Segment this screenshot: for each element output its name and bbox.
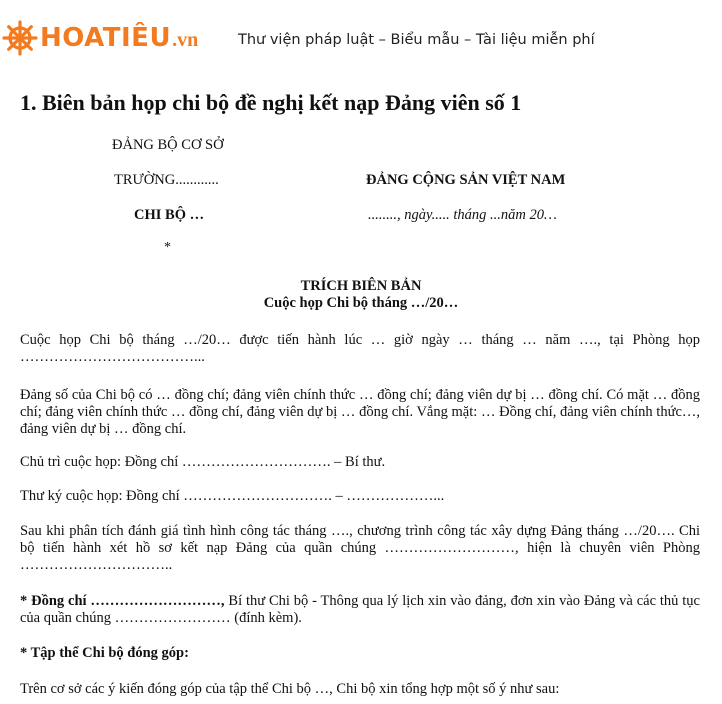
logo-text: HOATIÊU (40, 23, 172, 53)
org-line-1: ĐẢNG BỘ CƠ SỞ (112, 137, 224, 153)
paragraph-attendance: Đảng số của Chi bộ có … đồng chí; đảng viên chính thức … đồng chí; đảng viên dự bị … đồng chí. Có mặt … đồng chí; đảng viên chính thức … đồng chí, đảng viên dự bị … đồng chí. Vắng mặt: … Đồng chí, đảng viên chính thức…, đảng viên dự bị … đồng chí. (20, 387, 700, 437)
org-star: * (164, 240, 171, 255)
date-line: ........, ngày..... tháng ...năm 20… (368, 207, 557, 223)
minutes-title: TRÍCH BIÊN BẢN (300, 278, 422, 294)
site-logo[interactable] (2, 18, 198, 58)
document-heading: 1. Biên bản họp chi bộ đề nghị kết nạp Đảng viên số 1 (20, 90, 522, 115)
paragraph-secretary: Thư ký cuộc họp: Đồng chí …………………………. – ………………... (20, 488, 445, 504)
section-contributions: * Tập thể Chi bộ đóng góp: (20, 645, 189, 661)
party-name: ĐẢNG CỘNG SẢN VIỆT NAM (366, 172, 566, 188)
paragraph-meeting-time: Cuộc họp Chi bộ tháng …/20… được tiến hành lúc … giờ ngày … tháng … năm …., tại Phòng họp ………………………………... (20, 332, 700, 365)
comrade-label: * Đồng chí ………………………, (20, 593, 225, 609)
minutes-subtitle: Cuộc họp Chi bộ tháng …/20… (263, 295, 459, 311)
paragraph-summary: Trên cơ sở các ý kiến đóng góp của tập thể Chi bộ …, Chi bộ xin tổng hợp một số ý như sau: (20, 681, 560, 697)
org-line-3: CHI BỘ … (134, 207, 205, 223)
secretary-report-text: Bí thư Chi bộ - Thông qua lý lịch xin vào đảng, đơn xin vào Đảng và các thủ tục của quần chúng …………………… (đính kèm). (20, 593, 700, 626)
org-line-2: TRƯỜNG............ (114, 172, 219, 188)
ship-wheel-icon (2, 20, 38, 56)
paragraph-secretary-report (20, 593, 700, 627)
logo-suffix: .vn (172, 28, 199, 51)
site-tagline: Thư viện pháp luật – Biểu mẫu – Tài liệu miễn phí (238, 32, 595, 48)
paragraph-review: Sau khi phân tích đánh giá tình hình công tác tháng …., chương trình công tác xây dựng Đảng tháng …/20…. Chi bộ tiến hành xét hồ sơ kết nạp Đảng của quần chúng ………………………, hiện là chuyên viên Phòng ………………………….. (20, 523, 700, 573)
paragraph-chair: Chủ trì cuộc họp: Đồng chí …………………………. – Bí thư. (20, 454, 386, 470)
site-header (0, 0, 722, 80)
